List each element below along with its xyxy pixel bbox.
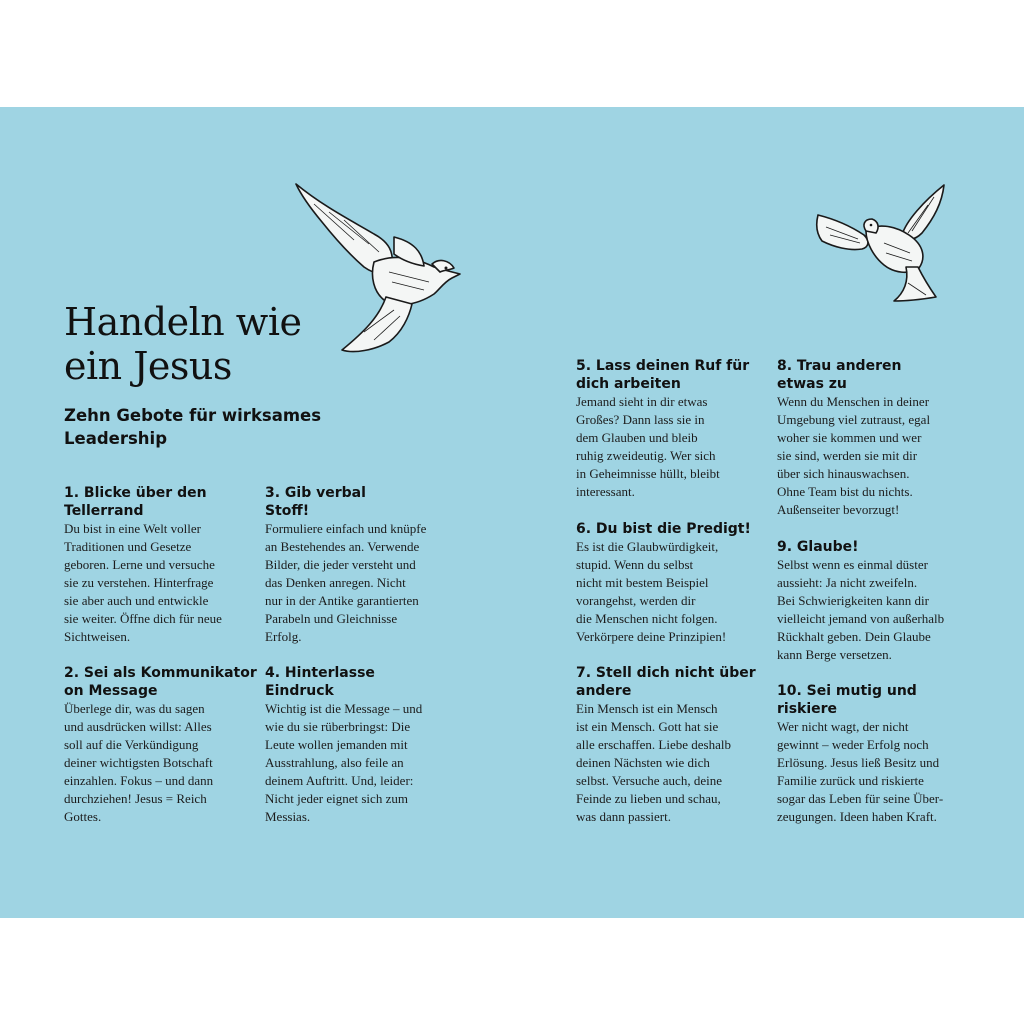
rule-heading: 10. Sei mutig und riskiere [777, 683, 917, 717]
rule-heading: 8. Trau anderen etwas zu [777, 358, 902, 392]
rule-body: Überlege dir, was du sagen und ausdrücken willst: Alles soll auf die Verkündigung deiner wichtigsten Botschaft einzahlen. Fokus – und dann durchziehen! Jesus = Reich Gottes. [64, 701, 214, 824]
dove-left-icon [294, 182, 464, 362]
rule-body: Wichtig ist die Message – und wie du sie rüberbringst: Die Leute wollen jemanden mit Ausstrahlung, also feile an deinem Auftritt. Und, leider: Nicht jeder eignet sich zum Messias. [265, 701, 423, 824]
rule-4 [265, 664, 455, 826]
rule-body: Es ist die Glaubwürdigkeit, stupid. Wenn du selbst nicht mit bestem Beispiel vorangehst, werden dir die Menschen nicht folgen. Verkörpere deine Prinzipien! [576, 539, 727, 644]
title-line-1: Handeln wie [64, 300, 302, 344]
rule-body: Ein Mensch ist ein Mensch ist ein Mensch. Gott hat sie alle erschaffen. Liebe deshalb deinen Nächsten wie dich selbst. Versuche auch, deine Feinde zu lieben und schau, was dann passiert. [576, 701, 731, 824]
rule-heading: 4. Hinterlasse Eindruck [265, 665, 375, 699]
page-subtitle: Zehn Gebote für wirksames Leadership [64, 406, 322, 448]
rule-heading: 5. Lass deinen Ruf für dich arbeiten [576, 358, 750, 392]
rule-8 [777, 357, 972, 519]
rule-3 [265, 484, 455, 646]
title-line-2: ein Jesus [64, 344, 232, 388]
rule-heading: 9. Glaube! [777, 539, 859, 555]
rule-body: Jemand sieht in dir etwas Großes? Dann lass sie in dem Glauben und bleib ruhig zweideutig. Wer sich in Geheimnisse hüllt, bleibt interessant. [576, 394, 720, 499]
rule-body: Wer nicht wagt, der nicht gewinnt – weder Erfolg noch Erlösung. Jesus ließ Besitz und Familie zurück und riskierte sogar das Leben für seine Über- zeugungen. Ideen haben Kraft. [777, 719, 944, 824]
rule-heading: 3. Gib verbal Stoff! [265, 485, 366, 519]
rule-heading: 7. Stell dich nicht über andere [576, 665, 756, 699]
rule-9 [777, 538, 972, 664]
rule-body: Wenn du Menschen in deiner Umgebung viel zutraust, egal woher sie kommen und wer sie sind, werden sie mit dir über sich hinauswachsen. Ohne Team bist du nichts. Außenseiter bevorzugt! [777, 394, 931, 517]
rule-heading: 6. Du bist die Predigt! [576, 521, 751, 537]
rule-body: Formuliere einfach und knüpfe an Bestehendes an. Verwende Bilder, die jeder versteht und das Denken anregen. Nicht nur in der Antike garantierten Parabeln und Gleichnisse Erfolg. [265, 521, 427, 644]
rule-6 [576, 520, 766, 646]
rule-7 [576, 664, 766, 826]
rule-1 [64, 484, 254, 646]
page-title [64, 300, 301, 388]
rule-2 [64, 664, 264, 826]
rule-5 [576, 357, 766, 501]
rule-10 [777, 682, 972, 826]
rule-heading: 1. Blicke über den Tellerrand [64, 485, 207, 519]
rule-body: Du bist in eine Welt voller Traditionen und Gesetze geboren. Lerne und versuche sie zu verstehen. Hinterfrage sie aber auch und entwickle sie weiter. Öffne dich für neue Sichtweisen. [64, 521, 222, 644]
dove-right-icon [814, 183, 956, 303]
rule-heading: 2. Sei als Kommunikator on Message [64, 665, 257, 699]
rule-body: Selbst wenn es einmal düster aussieht: Ja nicht zweifeln. Bei Schwierigkeiten kann dir vielleicht jemand von außerhalb Rückhalt geben. Dein Glaube kann Berge versetzen. [777, 557, 945, 662]
